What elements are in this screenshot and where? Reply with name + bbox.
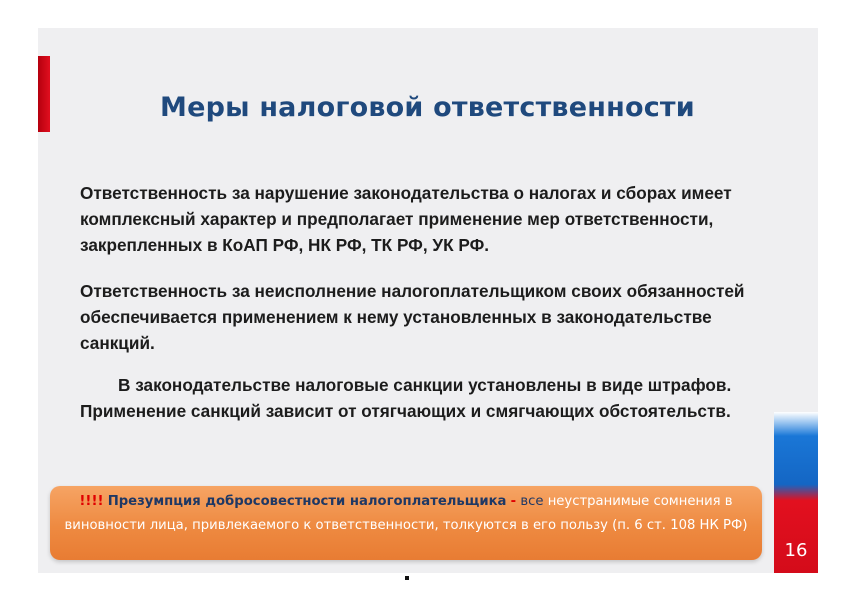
callout-all: все	[520, 494, 544, 509]
page-number: 16	[784, 540, 808, 561]
paragraph-responsibility-complex: Ответственность за нарушение законодательства о налогах и сборах имеет комплексный характер и предполагает применение мер ответственности, закрепленных в КоАП РФ, НК РФ, ТК РФ, УК РФ.	[80, 183, 732, 255]
callout-dash: -	[510, 494, 517, 509]
title-accent-bar	[38, 56, 50, 132]
trailing-dot	[405, 576, 409, 580]
paragraph-tax-sanctions	[80, 372, 760, 424]
callout-term: Презумпция добросовестности налогоплательщика	[107, 494, 507, 509]
paragraph-responsibility-sanctions: Ответственность за неисполнение налогоплательщиком своих обязанностей обеспечивается применением к нему установленных в законодательстве санкций.	[80, 281, 745, 353]
slide-title: Меры налоговой ответственности	[160, 92, 695, 123]
callout-text: неустранимые сомнения в виновности лица, привлекаемого к ответственности, толкуются в его пользу (п. 6 ст. 108 НК РФ)	[64, 494, 748, 533]
callout-exclamation: !!!!	[79, 494, 104, 509]
paragraph-tax-sanctions-text: В законодательстве налоговые санкции установлены в виде штрафов. Применение санкций зависит от отягчающих и смягчающих обстоятельств.	[80, 375, 732, 421]
side-decor-highlight	[774, 412, 818, 436]
presumption-callout	[50, 486, 762, 560]
